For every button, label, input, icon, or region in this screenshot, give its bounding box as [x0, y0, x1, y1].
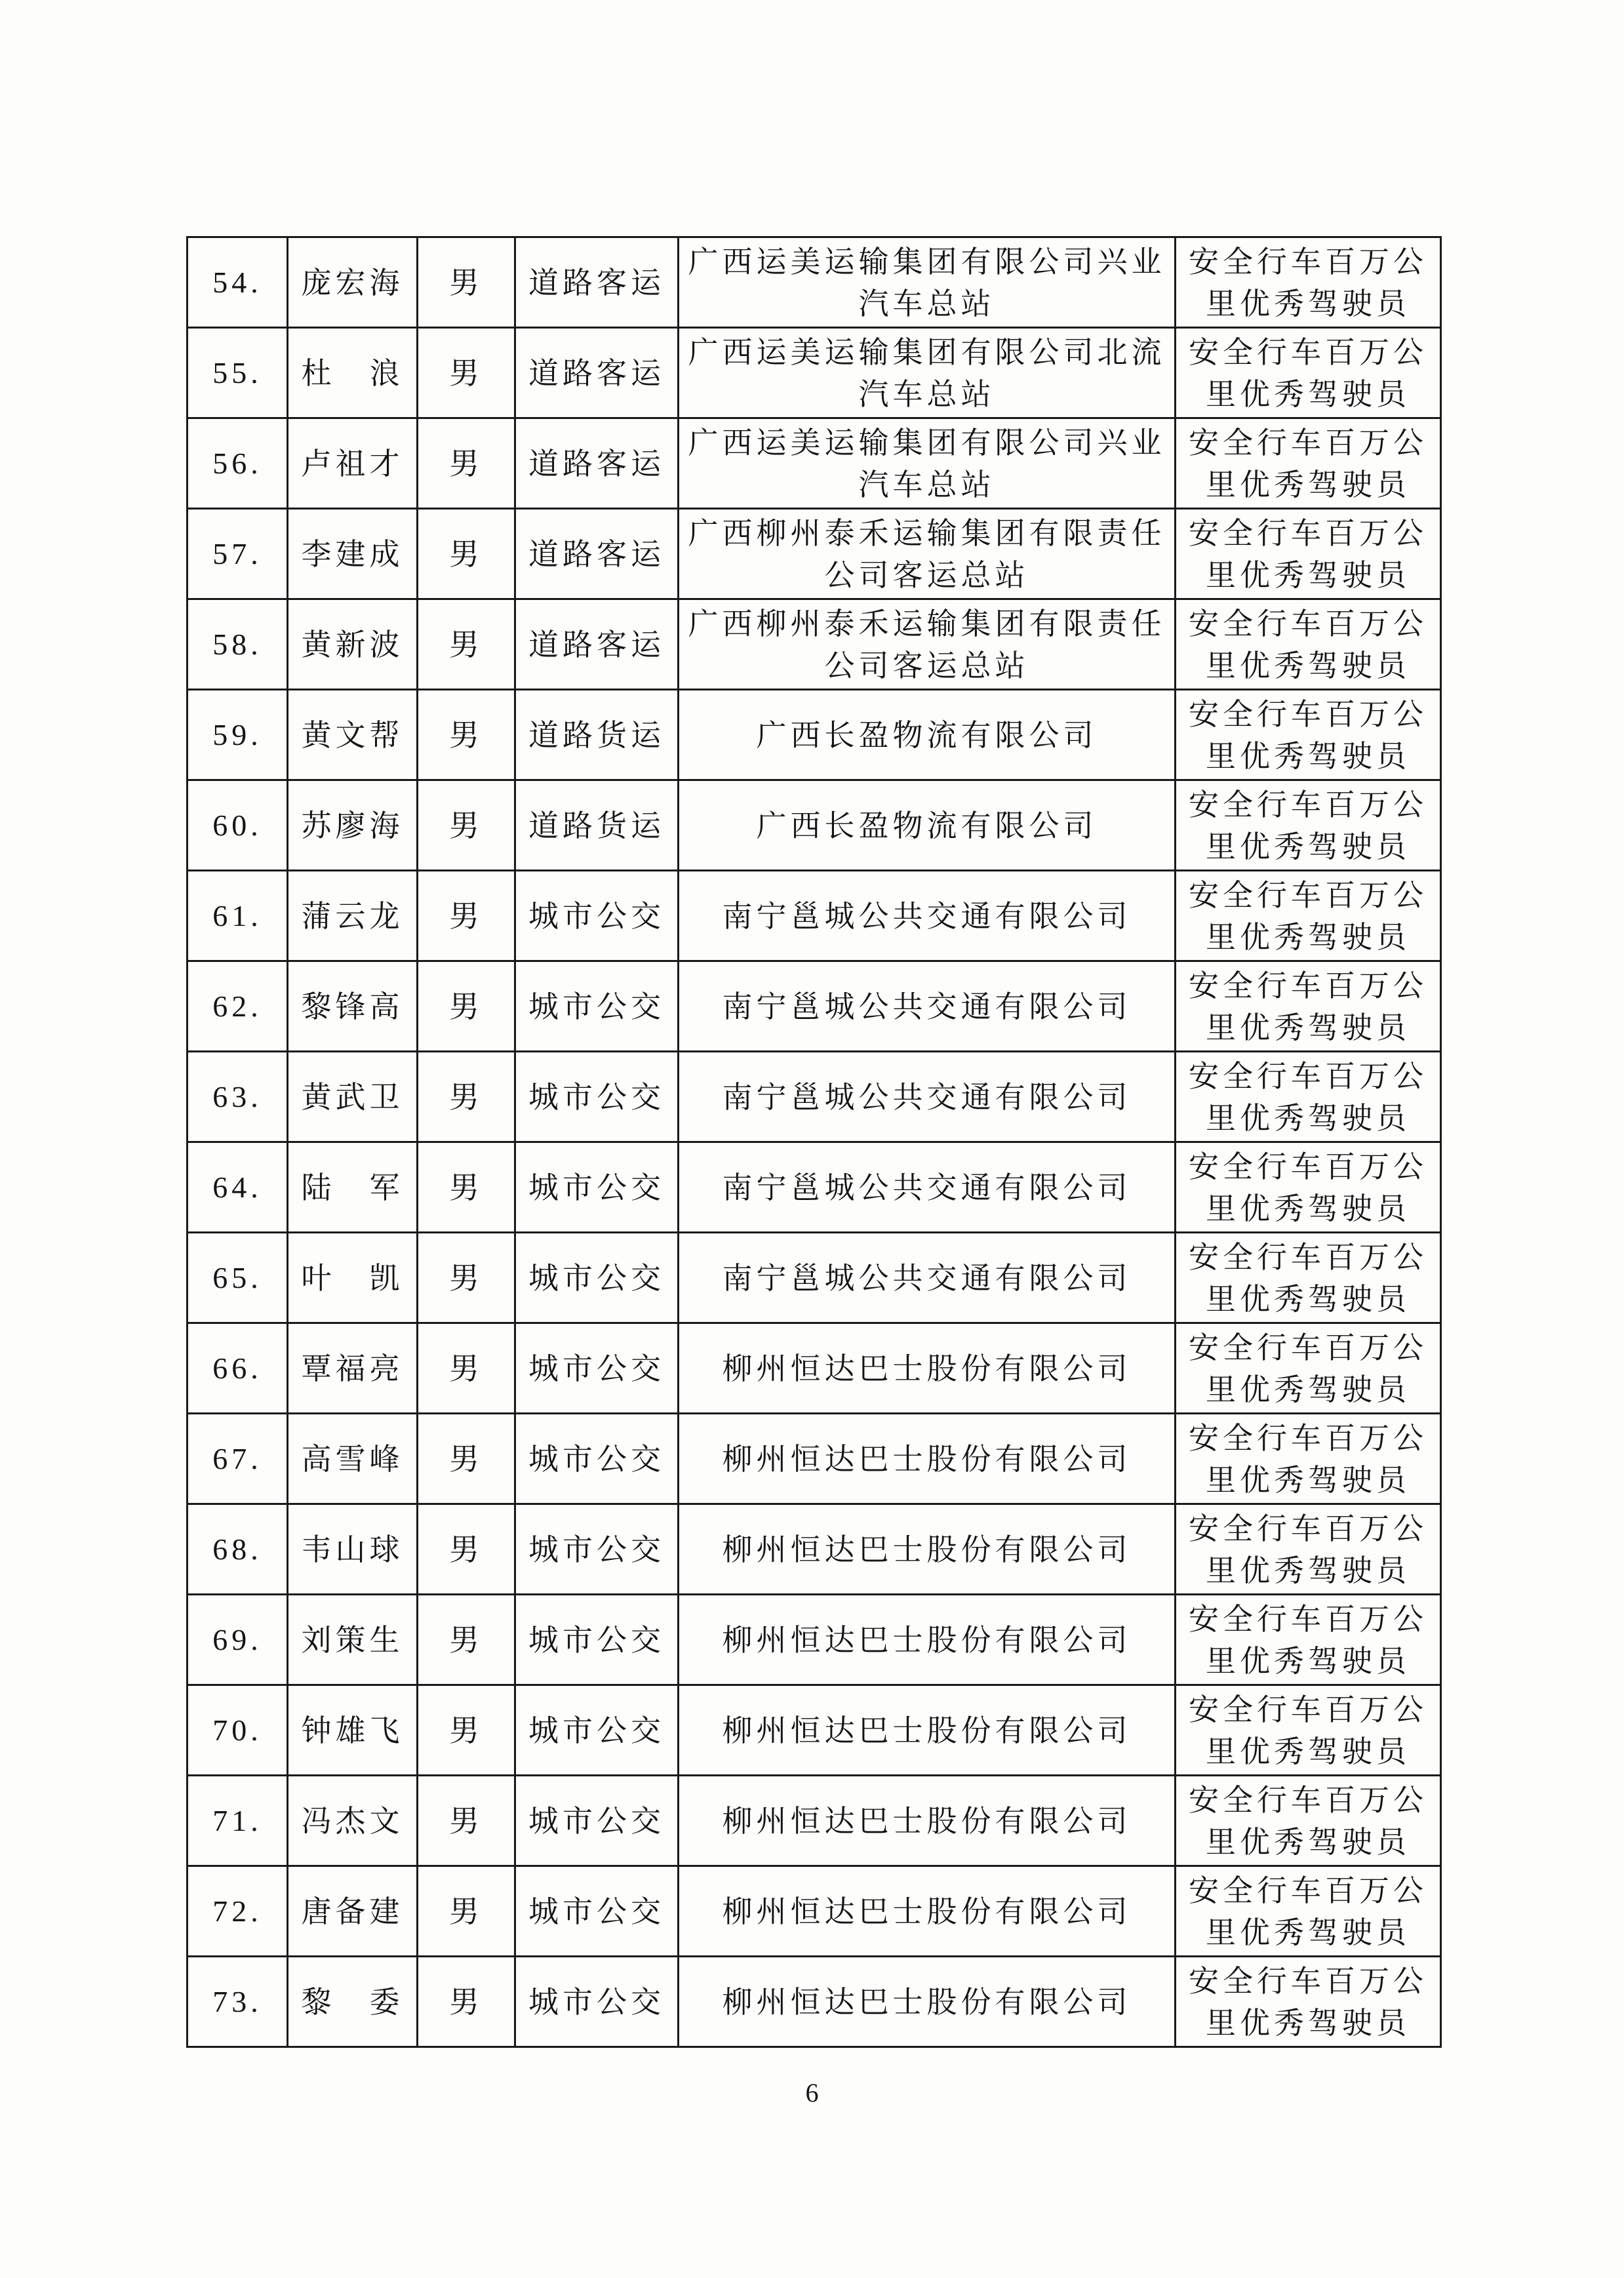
table-row	[188, 1776, 1441, 1866]
employer-organization-cell: 柳州恒达巴士股份有限公司	[679, 1595, 1176, 1685]
employer-organization-cell: 南宁邕城公共交通有限公司	[679, 1052, 1176, 1142]
honor-title-cell: 安全行车百万公里优秀驾驶员	[1176, 780, 1441, 871]
transport-category-cell: 城市公交	[515, 1142, 679, 1233]
honor-title-cell: 安全行车百万公里优秀驾驶员	[1176, 871, 1441, 961]
employer-organization-cell: 柳州恒达巴士股份有限公司	[679, 1323, 1176, 1414]
driver-gender-cell: 男	[418, 871, 515, 961]
transport-category-cell: 城市公交	[515, 1052, 679, 1142]
honor-title-cell: 安全行车百万公里优秀驾驶员	[1176, 1957, 1441, 2047]
table-row	[188, 418, 1441, 509]
driver-gender-cell: 男	[418, 1595, 515, 1685]
transport-category-cell: 城市公交	[515, 1776, 679, 1866]
employer-organization-cell: 南宁邕城公共交通有限公司	[679, 1233, 1176, 1323]
driver-name-cell: 覃福亮	[288, 1323, 418, 1414]
honor-title-cell: 安全行车百万公里优秀驾驶员	[1176, 690, 1441, 780]
table-row	[188, 1595, 1441, 1685]
transport-category-cell: 城市公交	[515, 1595, 679, 1685]
employer-organization-cell: 柳州恒达巴士股份有限公司	[679, 1957, 1176, 2047]
transport-category-cell: 道路客运	[515, 418, 679, 509]
driver-gender-cell: 男	[418, 418, 515, 509]
transport-category-cell: 城市公交	[515, 1866, 679, 1957]
page-number: 6	[805, 2078, 819, 2108]
employer-organization-cell: 广西运美运输集团有限公司北流汽车总站	[679, 328, 1176, 418]
table-row	[188, 871, 1441, 961]
row-number-cell: 58.	[188, 599, 288, 690]
row-number-cell: 60.	[188, 780, 288, 871]
transport-category-cell: 城市公交	[515, 1233, 679, 1323]
table-row	[188, 1142, 1441, 1233]
employer-organization-cell: 广西长盈物流有限公司	[679, 780, 1176, 871]
driver-gender-cell: 男	[418, 237, 515, 328]
honor-title-cell: 安全行车百万公里优秀驾驶员	[1176, 1685, 1441, 1776]
honor-title-cell: 安全行车百万公里优秀驾驶员	[1176, 1323, 1441, 1414]
driver-name-cell: 陆 军	[288, 1142, 418, 1233]
transport-category-cell: 道路客运	[515, 599, 679, 690]
employer-organization-cell: 广西运美运输集团有限公司兴业汽车总站	[679, 418, 1176, 509]
honor-title-cell: 安全行车百万公里优秀驾驶员	[1176, 1142, 1441, 1233]
transport-category-cell: 城市公交	[515, 961, 679, 1052]
driver-name-cell: 钟雄飞	[288, 1685, 418, 1776]
employer-organization-cell: 柳州恒达巴士股份有限公司	[679, 1685, 1176, 1776]
table-row	[188, 237, 1441, 328]
honor-title-cell: 安全行车百万公里优秀驾驶员	[1176, 237, 1441, 328]
table-row	[188, 509, 1441, 599]
row-number-cell: 66.	[188, 1323, 288, 1414]
honor-title-cell: 安全行车百万公里优秀驾驶员	[1176, 1504, 1441, 1595]
row-number-cell: 69.	[188, 1595, 288, 1685]
employer-organization-cell: 南宁邕城公共交通有限公司	[679, 1142, 1176, 1233]
table-row	[188, 1685, 1441, 1776]
driver-gender-cell: 男	[418, 1776, 515, 1866]
table-row	[188, 1233, 1441, 1323]
employer-organization-cell: 广西运美运输集团有限公司兴业汽车总站	[679, 237, 1176, 328]
honor-title-cell: 安全行车百万公里优秀驾驶员	[1176, 599, 1441, 690]
driver-name-cell: 李建成	[288, 509, 418, 599]
transport-category-cell: 道路客运	[515, 509, 679, 599]
honor-title-cell: 安全行车百万公里优秀驾驶员	[1176, 961, 1441, 1052]
row-number-cell: 73.	[188, 1957, 288, 2047]
driver-gender-cell: 男	[418, 1685, 515, 1776]
driver-gender-cell: 男	[418, 1957, 515, 2047]
honor-title-cell: 安全行车百万公里优秀驾驶员	[1176, 1866, 1441, 1957]
roster-body	[188, 237, 1441, 2047]
honor-title-cell: 安全行车百万公里优秀驾驶员	[1176, 1233, 1441, 1323]
transport-category-cell: 道路货运	[515, 780, 679, 871]
driver-name-cell: 韦山球	[288, 1504, 418, 1595]
honor-title-cell: 安全行车百万公里优秀驾驶员	[1176, 1776, 1441, 1866]
honor-title-cell: 安全行车百万公里优秀驾驶员	[1176, 418, 1441, 509]
honor-title-cell: 安全行车百万公里优秀驾驶员	[1176, 1414, 1441, 1504]
driver-gender-cell: 男	[418, 328, 515, 418]
row-number-cell: 59.	[188, 690, 288, 780]
driver-name-cell: 刘策生	[288, 1595, 418, 1685]
row-number-cell: 71.	[188, 1776, 288, 1866]
row-number-cell: 70.	[188, 1685, 288, 1776]
employer-organization-cell: 柳州恒达巴士股份有限公司	[679, 1504, 1176, 1595]
table-row	[188, 328, 1441, 418]
driver-gender-cell: 男	[418, 780, 515, 871]
row-number-cell: 56.	[188, 418, 288, 509]
driver-gender-cell: 男	[418, 690, 515, 780]
driver-gender-cell: 男	[418, 599, 515, 690]
transport-category-cell: 城市公交	[515, 1323, 679, 1414]
row-number-cell: 64.	[188, 1142, 288, 1233]
driver-name-cell: 苏廖海	[288, 780, 418, 871]
transport-category-cell: 城市公交	[515, 1685, 679, 1776]
employer-organization-cell: 柳州恒达巴士股份有限公司	[679, 1776, 1176, 1866]
employer-organization-cell: 广西柳州泰禾运输集团有限责任公司客运总站	[679, 599, 1176, 690]
driver-gender-cell: 男	[418, 1142, 515, 1233]
row-number-cell: 67.	[188, 1414, 288, 1504]
row-number-cell: 65.	[188, 1233, 288, 1323]
driver-name-cell: 黄新波	[288, 599, 418, 690]
table-row	[188, 1323, 1441, 1414]
transport-category-cell: 道路货运	[515, 690, 679, 780]
transport-category-cell: 城市公交	[515, 1957, 679, 2047]
driver-name-cell: 杜 浪	[288, 328, 418, 418]
employer-organization-cell: 广西长盈物流有限公司	[679, 690, 1176, 780]
employer-organization-cell: 柳州恒达巴士股份有限公司	[679, 1414, 1176, 1504]
row-number-cell: 63.	[188, 1052, 288, 1142]
transport-category-cell: 城市公交	[515, 1414, 679, 1504]
driver-name-cell: 叶 凯	[288, 1233, 418, 1323]
row-number-cell: 55.	[188, 328, 288, 418]
row-number-cell: 68.	[188, 1504, 288, 1595]
row-number-cell: 54.	[188, 237, 288, 328]
driver-name-cell: 庞宏海	[288, 237, 418, 328]
driver-gender-cell: 男	[418, 961, 515, 1052]
driver-name-cell: 冯杰文	[288, 1776, 418, 1866]
table-row	[188, 1957, 1441, 2047]
honor-title-cell: 安全行车百万公里优秀驾驶员	[1176, 509, 1441, 599]
table-row	[188, 1052, 1441, 1142]
table-row	[188, 690, 1441, 780]
table-row	[188, 1414, 1441, 1504]
honor-title-cell: 安全行车百万公里优秀驾驶员	[1176, 328, 1441, 418]
driver-gender-cell: 男	[418, 1866, 515, 1957]
driver-roster-table	[186, 236, 1442, 2048]
table-row	[188, 1866, 1441, 1957]
driver-name-cell: 黎 委	[288, 1957, 418, 2047]
driver-name-cell: 蒲云龙	[288, 871, 418, 961]
employer-organization-cell: 广西柳州泰禾运输集团有限责任公司客运总站	[679, 509, 1176, 599]
employer-organization-cell: 南宁邕城公共交通有限公司	[679, 961, 1176, 1052]
honor-title-cell: 安全行车百万公里优秀驾驶员	[1176, 1052, 1441, 1142]
driver-gender-cell: 男	[418, 1414, 515, 1504]
driver-gender-cell: 男	[418, 1233, 515, 1323]
driver-name-cell: 唐备建	[288, 1866, 418, 1957]
transport-category-cell: 城市公交	[515, 871, 679, 961]
honor-title-cell: 安全行车百万公里优秀驾驶员	[1176, 1595, 1441, 1685]
table-row	[188, 1504, 1441, 1595]
table-row	[188, 961, 1441, 1052]
driver-name-cell: 黄文帮	[288, 690, 418, 780]
driver-gender-cell: 男	[418, 1323, 515, 1414]
driver-name-cell: 卢祖才	[288, 418, 418, 509]
table-row	[188, 599, 1441, 690]
employer-organization-cell: 柳州恒达巴士股份有限公司	[679, 1866, 1176, 1957]
row-number-cell: 61.	[188, 871, 288, 961]
employer-organization-cell: 南宁邕城公共交通有限公司	[679, 871, 1176, 961]
row-number-cell: 57.	[188, 509, 288, 599]
driver-name-cell: 黎锋高	[288, 961, 418, 1052]
row-number-cell: 72.	[188, 1866, 288, 1957]
driver-gender-cell: 男	[418, 509, 515, 599]
transport-category-cell: 道路客运	[515, 328, 679, 418]
row-number-cell: 62.	[188, 961, 288, 1052]
driver-gender-cell: 男	[418, 1504, 515, 1595]
driver-name-cell: 高雪峰	[288, 1414, 418, 1504]
driver-name-cell: 黄武卫	[288, 1052, 418, 1142]
transport-category-cell: 道路客运	[515, 237, 679, 328]
driver-gender-cell: 男	[418, 1052, 515, 1142]
table-row	[188, 780, 1441, 871]
transport-category-cell: 城市公交	[515, 1504, 679, 1595]
